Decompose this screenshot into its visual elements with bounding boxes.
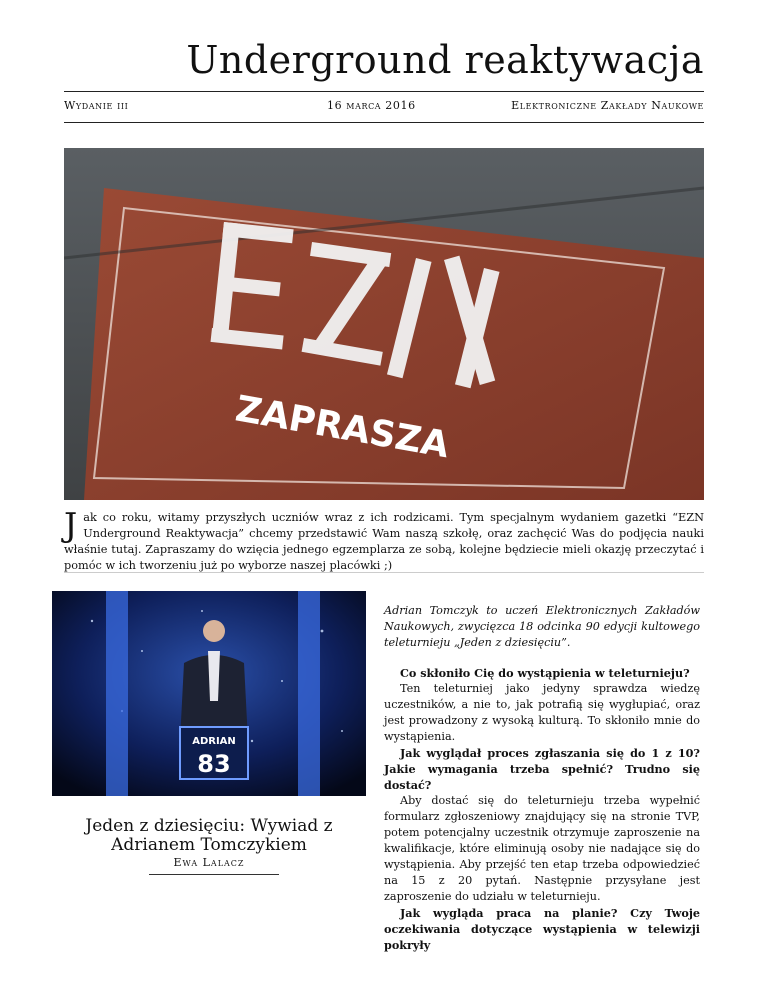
- intro-dropcap: J: [64, 505, 78, 544]
- masthead-rule-top: [64, 91, 704, 92]
- hero-photo: [64, 148, 704, 500]
- studio-light-pillar-right: [298, 591, 320, 796]
- tv-studio-image: [52, 591, 366, 796]
- interview-photo: [52, 591, 366, 796]
- article-author: Ewa Lalacz: [173, 856, 245, 869]
- interview-column: [384, 603, 700, 953]
- masthead-title: Underground reaktywacja: [186, 38, 704, 82]
- intro-paragraph: [64, 505, 704, 574]
- answer-1: Ten teleturniej jako jedyny sprawdza wiedzę uczestników, a nie to, jak potrafią się wygłupiać, oraz jest prowadzony z wysoką kulturą. To skłoniło mnie do wystąpienia.: [384, 682, 700, 743]
- masthead-meta: [64, 99, 704, 115]
- article-lead: Adrian Tomczyk to uczeń Elektronicznych Zakładów Naukowych, zwycięzca 18 odcinka 90 edycji kultowego teleturnieju „Jeden z dziesięciu”.: [384, 604, 700, 649]
- question-2: Jak wyglądał proces zgłaszania się do 1 z 10? Jakie wymagania trzeba spełnić? Trudno się dostać?: [384, 746, 700, 792]
- author-rule: [149, 874, 279, 875]
- section-divider: [64, 572, 704, 573]
- podium-name: ADRIAN: [192, 736, 236, 747]
- issue-date: 16 marca 2016: [327, 99, 416, 112]
- question-3: Jak wygląda praca na planie? Czy Twoje oczekiwania dotyczące wystąpienia w telewizji pokryły: [384, 906, 700, 952]
- answer-2: Aby dostać się do teleturnieju trzeba wypełnić formularz zgłoszeniowy znajdujący się na stronie TVP, potem potencjalny uczestnik otrzymuje zaproszenie na kwalifikacje, które eliminują osoby nie nadające się do wystąpienia. Aby przejść ten etap trzeba odpowiedzieć na 15 z 20 pytań. Następnie przysyłane jest zaproszenie do udziału w teleturnieju.: [384, 794, 700, 903]
- article-title: Jeden z dziesięciu: Wywiad z Adrianem Tomczykiem: [85, 816, 333, 855]
- masthead-rule-bottom: [64, 122, 704, 123]
- hero-aerial-image: [64, 148, 704, 500]
- podium-number: 83: [197, 750, 231, 778]
- publisher-name: Elektroniczne Zakłady Naukowe: [511, 99, 704, 112]
- hero-painted-text: ZAPRASZA: [232, 388, 453, 467]
- intro-text: ak co roku, witamy przyszłych uczniów wraz z ich rodzicami. Tym specjalnym wydaniem gazetki “EZN Underground Reaktywacja” chcemy przedstawić Wam naszą szkołę, oraz zachęcić Was do podjęcia nauki właśnie tutaj. Zapraszamy do wzięcia jednego egzemplarza ze sobą, kolejne będziecie mieli okazję przeczytać i pomóc w ich tworzeniu już po wyborze naszej placówki ;): [64, 511, 704, 572]
- question-1: Co skłoniło Cię do wystąpienia w teleturnieju?: [400, 666, 690, 680]
- studio-light-pillar-left: [106, 591, 128, 796]
- issue-label: Wydanie iii: [64, 99, 129, 112]
